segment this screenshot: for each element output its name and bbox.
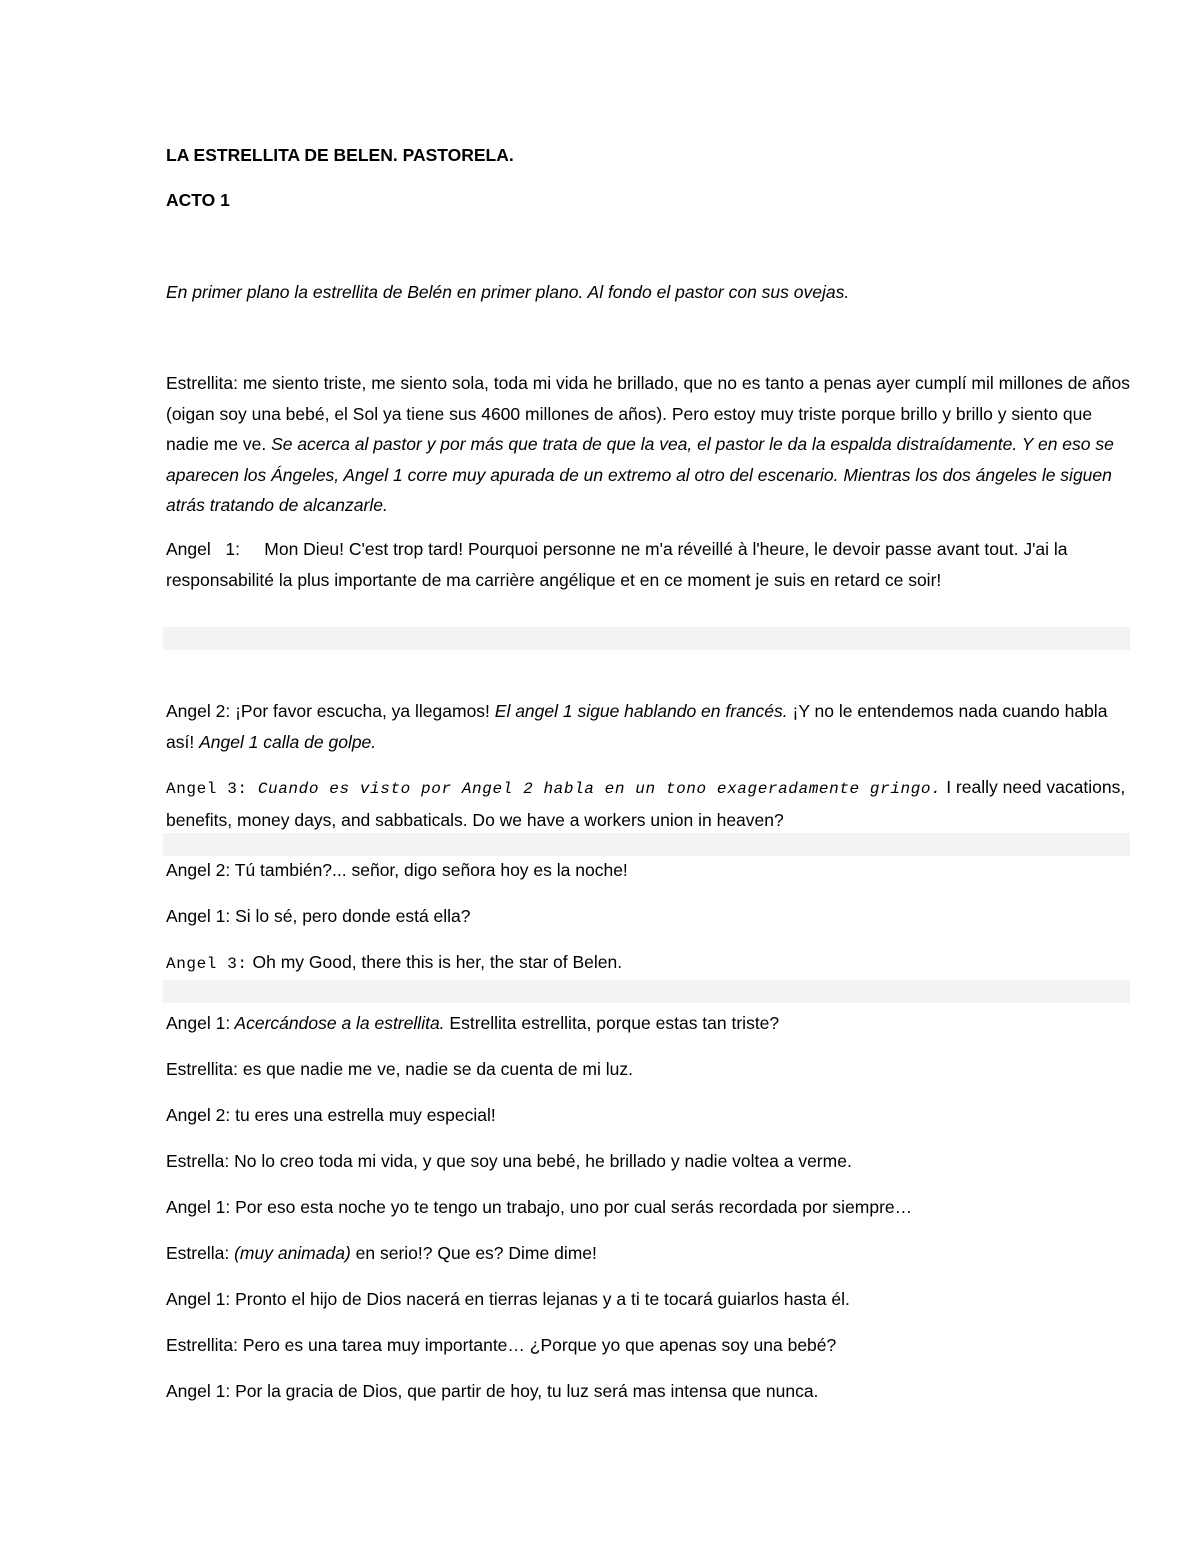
- speaker: Angel 1:: [166, 1013, 231, 1033]
- line: ¡Por favor escucha, ya llegamos!: [230, 701, 495, 721]
- speaker: Estrellita:: [166, 1335, 238, 1355]
- speaker: Angel 3:: [166, 780, 248, 798]
- stage-direction: Cuando es visto por Angel 2 habla en un tono exageradamente gringo.: [247, 780, 942, 798]
- dialogue-paragraph: [166, 368, 1130, 521]
- line: me siento triste, me siento sola, toda mi vida he brillado, que no es tanto a penas ayer cumplí mil millones de años (oigan soy una bebé, el Sol ya tiene sus 4600 millones de años). Pero estoy muy triste porque brillo y brillo y siento que nadie me ve.: [166, 373, 1130, 454]
- dialogue-paragraph: [166, 1146, 1130, 1177]
- line: Tú también?... señor, digo señora hoy es la noche!: [230, 860, 628, 880]
- speaker: Angel 2:: [166, 1105, 231, 1125]
- line: Pronto el hijo de Dios nacerá en tierras lejanas y a ti te tocará guiarlos hasta él.: [230, 1289, 850, 1309]
- line: Pero es una tarea muy importante… ¿Porque yo que apenas soy una bebé?: [237, 1335, 837, 1355]
- line: Oh my Good, there this is her, the star of Belen.: [247, 952, 623, 972]
- stage-direction: El angel 1 sigue hablando en francés.: [494, 701, 788, 721]
- speaker: Estrella:: [166, 1243, 230, 1263]
- line: Mon Dieu! C'est trop tard! Pourquoi personne ne m'a réveillé à l'heure, le devoir passe avant tout. J'ai la responsabilité la plus importante de ma carrière angélique et en ce moment je suis en retard ce soir!: [166, 539, 1073, 590]
- dialogue-paragraph: [166, 1330, 1130, 1361]
- dialogue-paragraph: [166, 1008, 1130, 1039]
- line: Por eso esta noche yo te tengo un trabajo, uno por cual serás recordada por siempre…: [230, 1197, 913, 1217]
- speaker: Angel 1:: [166, 1381, 231, 1401]
- highlight-band: [163, 627, 1130, 650]
- line: en serio!? Que es? Dime dime!: [350, 1243, 597, 1263]
- speaker: Angel 1:: [166, 906, 231, 926]
- line: Si lo sé, pero donde está ella?: [230, 906, 471, 926]
- dialogue-paragraph: [166, 1284, 1130, 1315]
- speaker: Angel 1:: [166, 1289, 231, 1309]
- speaker: Angel 3:: [166, 955, 248, 973]
- line: Por la gracia de Dios, que partir de hoy, tu luz será mas intensa que nunca.: [230, 1381, 819, 1401]
- dialogue-paragraph: [166, 1100, 1130, 1131]
- speaker: Estrella:: [166, 1151, 230, 1171]
- stage-direction: Se acerca al pastor y por más que trata de que la vea, el pastor le da la espalda distraídamente. Y en eso se aparecen los Ángeles, Angel 1 corre muy apurada de un extremo al otro del escenario. Mientras los dos ángeles le siguen atrás tratando de alcanzarle.: [166, 434, 1114, 515]
- line: es que nadie me ve, nadie se da cuenta de mi luz.: [237, 1059, 633, 1079]
- speaker: Angel 1:: [166, 1197, 231, 1217]
- stage-direction: En primer plano la estrellita de Belén en primer plano. Al fondo el pastor con sus ovejas.: [166, 282, 850, 302]
- line: No lo creo toda mi vida, y que soy una bebé, he brillado y nadie voltea a verme.: [229, 1151, 852, 1171]
- line: Estrellita estrellita, porque estas tan triste?: [444, 1013, 780, 1033]
- speaker: Angel 2:: [166, 860, 231, 880]
- dialogue-paragraph: [166, 1238, 1130, 1269]
- stage-direction: Acercándose a la estrellita.: [230, 1013, 445, 1033]
- dialogue-paragraph: [166, 1192, 1130, 1223]
- stage-direction: (muy animada): [229, 1243, 351, 1263]
- dialogue-paragraph: [166, 534, 1130, 595]
- dialogue-paragraph: [166, 1054, 1130, 1085]
- stage-direction: Angel 1 calla de golpe.: [199, 731, 377, 752]
- speaker: Estrellita:: [166, 373, 238, 393]
- act-heading: ACTO 1: [166, 190, 230, 210]
- dialogue-paragraph: [166, 855, 1130, 886]
- speaker: Angel 2:: [166, 701, 231, 721]
- speaker: Estrellita:: [166, 1059, 238, 1079]
- dialogue-paragraph: [166, 947, 1130, 980]
- document-title: LA ESTRELLITA DE BELEN. PASTORELA.: [166, 145, 514, 165]
- dialogue-paragraph: [166, 1376, 1130, 1407]
- dialogue-paragraph: [166, 901, 1130, 932]
- dialogue-paragraph: [166, 696, 1130, 757]
- dialogue-paragraph: [166, 772, 1130, 835]
- line: tu eres una estrella muy especial!: [230, 1105, 496, 1125]
- highlight-band: [163, 833, 1130, 856]
- line: ¡Y no le entendemos nada cuando habla así!: [166, 701, 1108, 752]
- speaker: Angel 1:: [166, 539, 240, 559]
- line: I really need vacations, benefits, money days, and sabbaticals. Do we have a workers union in heaven?: [166, 777, 1126, 830]
- highlight-band: [163, 980, 1130, 1003]
